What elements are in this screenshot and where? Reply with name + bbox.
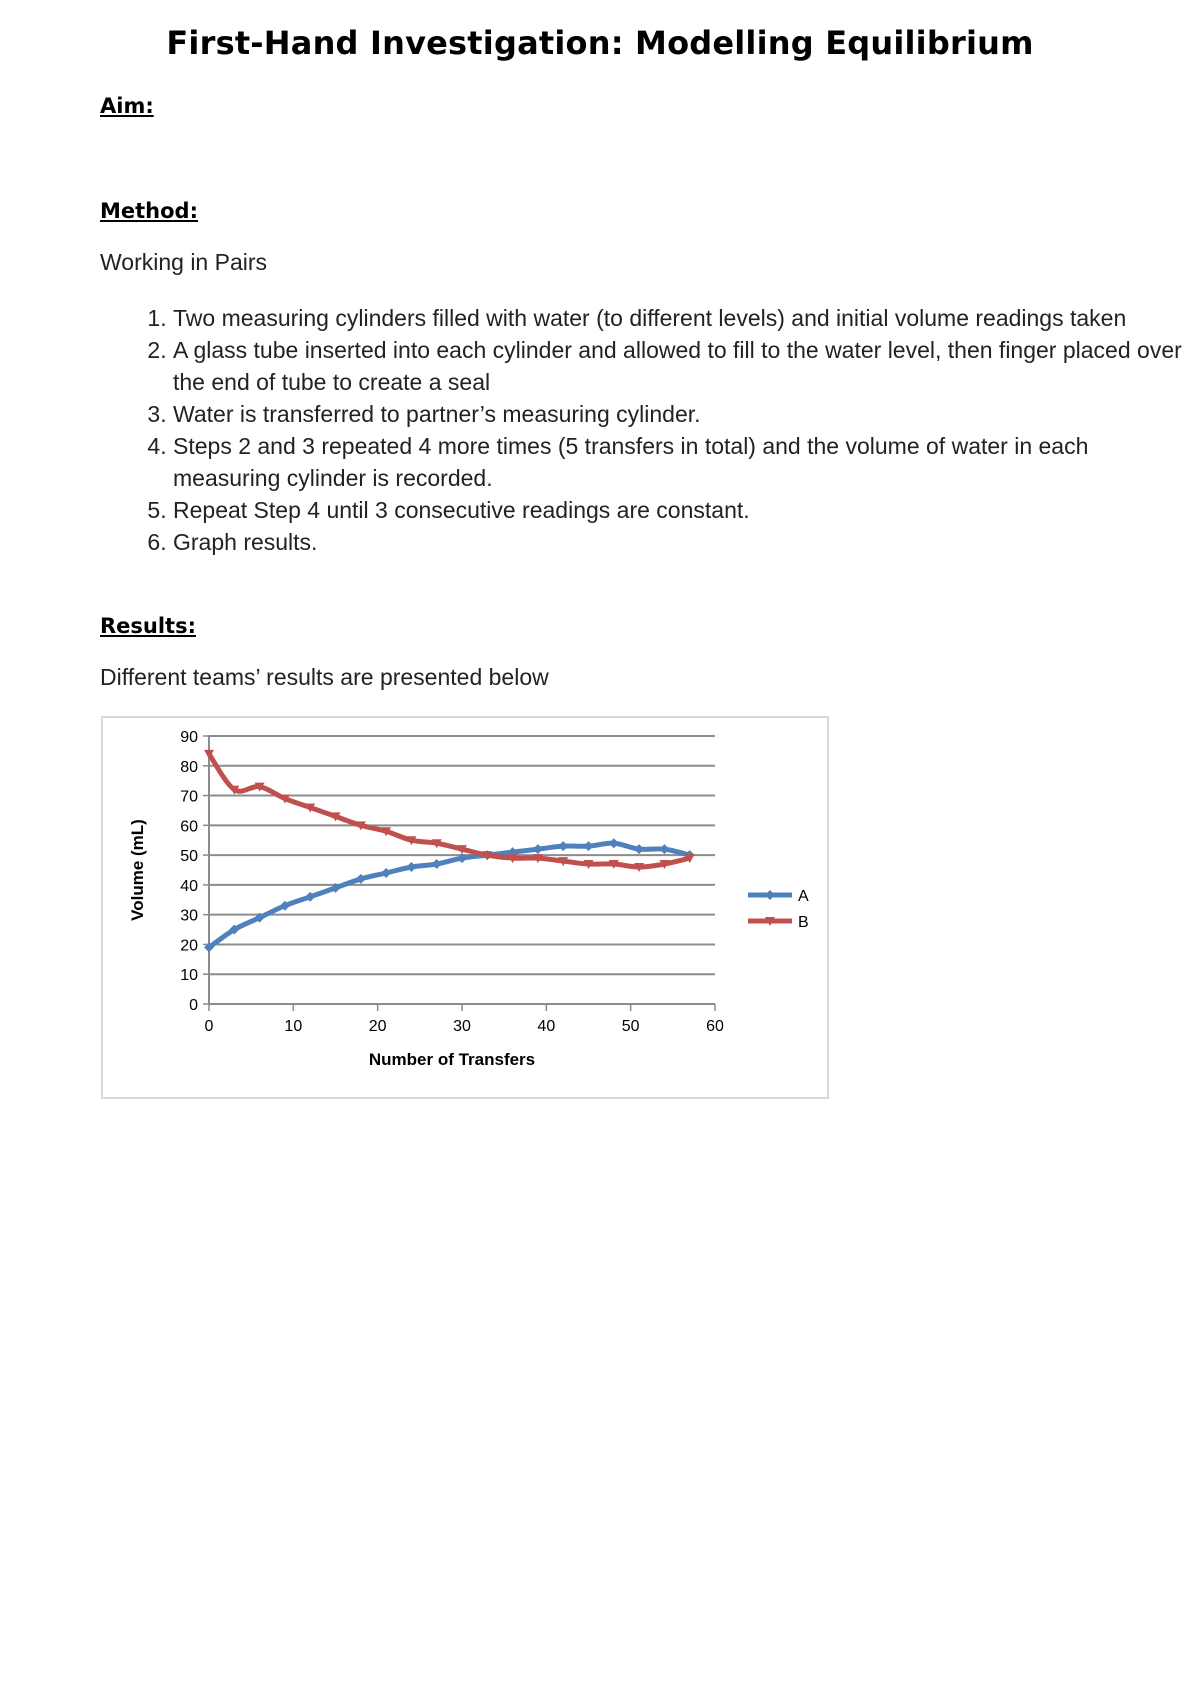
results-intro-text: Different teams’ results are presented below [100,664,549,690]
method-step-1: 1. Two measuring cylinders filled with water (to different levels) and initial volume readings taken [173,302,1193,334]
legend-marker-A [765,890,775,900]
y-tick-label: 80 [180,758,198,776]
data-point-A [432,859,442,869]
x-tick-label: 20 [368,1018,387,1035]
legend-label-A: A [798,888,809,905]
y-tick-label: 90 [180,729,198,746]
data-point-A [659,844,669,854]
x-tick-label: 40 [537,1018,556,1035]
y-tick-label: 50 [180,848,198,866]
y-tick-label: 30 [180,907,198,925]
data-point-A [533,844,543,854]
y-tick-label: 60 [180,818,198,836]
method-step-6: 6. Graph results. [173,526,1193,558]
method-step-5: 5. Repeat Step 4 until 3 consecutive readings are constant. [173,494,1193,526]
x-tick-label: 30 [453,1018,471,1035]
series-line-B [209,754,690,867]
y-axis-label: Volume (mL) [128,819,147,921]
data-point-A [381,868,391,878]
results-heading: Results: [100,614,196,638]
data-point-A [634,844,644,854]
results-line-chart [103,718,827,1097]
x-tick-label: 0 [204,1018,214,1035]
data-point-A [558,841,568,851]
x-tick-label: 50 [621,1018,640,1035]
data-point-A [609,838,619,848]
page-title: First-Hand Investigation: Modelling Equilibrium [166,24,1034,62]
method-heading: Method: [100,199,198,223]
x-tick-label: 60 [706,1018,724,1035]
y-tick-label: 0 [189,997,198,1014]
y-tick-label: 70 [180,788,198,806]
method-step-2: 2. A glass tube inserted into each cylinder and allowed to fill to the water level, then finger placed over the end of tube to create a seal [173,334,1193,398]
y-tick-label: 10 [180,967,198,985]
series-line-A [209,843,690,947]
x-axis-label: Number of Transfers [368,1050,536,1069]
working-in-pairs-text: Working in Pairs [100,249,268,275]
y-tick-label: 40 [180,877,198,895]
data-point-A [406,862,416,872]
results-chart [101,716,829,1099]
aim-heading: Aim: [100,94,154,118]
method-step-4: 4. Steps 2 and 3 repeated 4 more times (5 transfers in total) and the volume of water in each measuring cylinder is recorded. [173,430,1193,494]
y-tick-label: 20 [180,937,198,955]
method-steps-list [100,302,1193,558]
data-point-A [584,841,594,851]
method-step-3: 3. Water is transferred to partner’s measuring cylinder. [173,398,1193,430]
legend-label-B: B [798,914,809,931]
x-tick-label: 10 [284,1018,303,1035]
